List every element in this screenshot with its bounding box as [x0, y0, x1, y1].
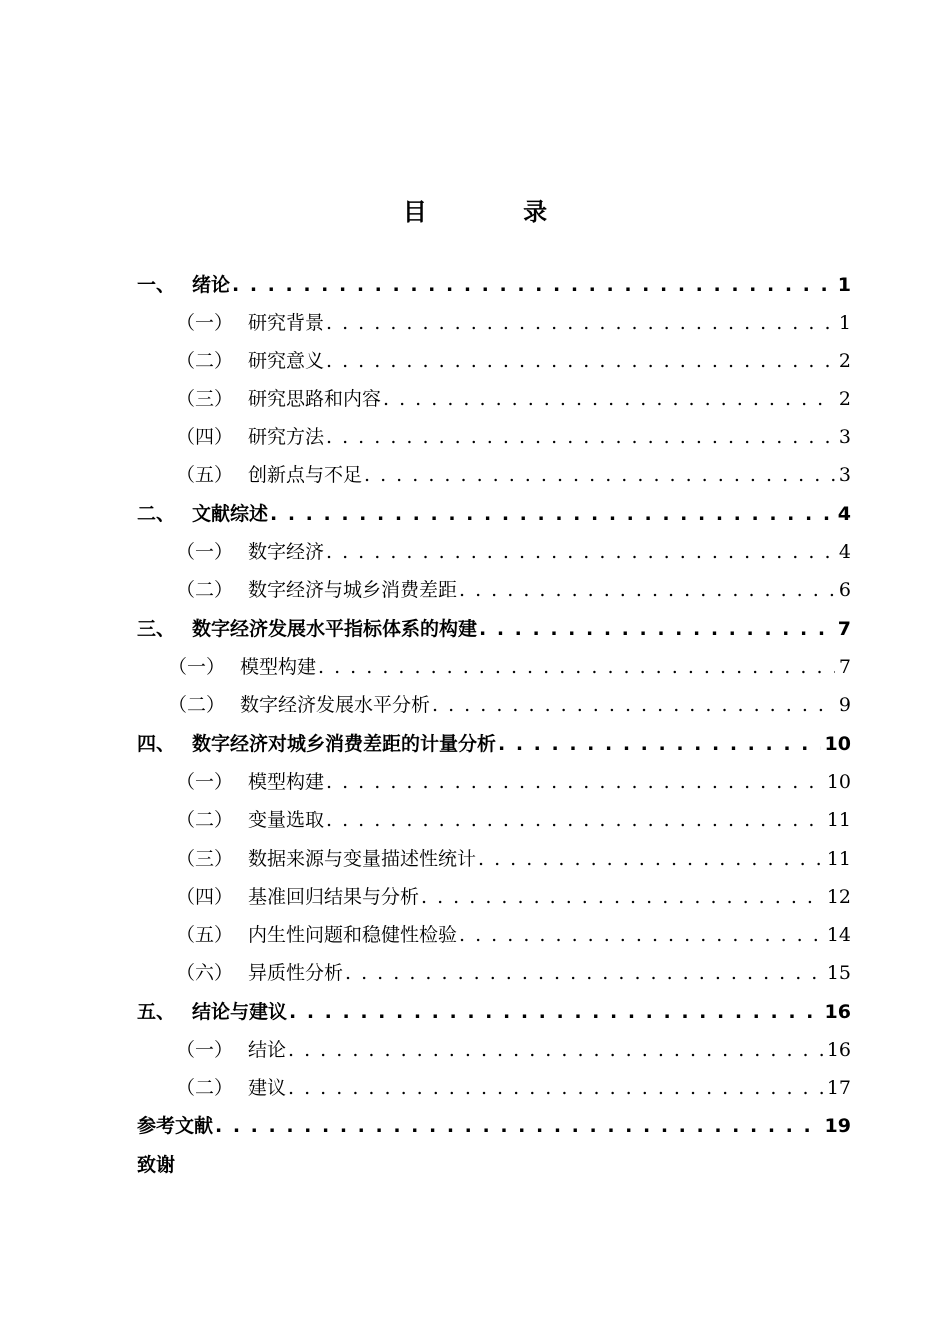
toc-number: （六） [176, 962, 234, 984]
toc-number: （一） [176, 1039, 234, 1061]
toc-number: （三） [176, 388, 234, 410]
toc-entry[interactable] [168, 652, 851, 682]
toc-page: 10 [826, 771, 851, 793]
toc-label: 内生性问题和稳健性检验 [248, 924, 458, 946]
toc-number: （四） [176, 886, 234, 908]
toc-entry[interactable] [176, 460, 851, 490]
dot-leader [326, 537, 835, 567]
toc-label: 异质性分析 [248, 962, 344, 984]
toc-entry[interactable] [176, 805, 851, 835]
dot-leader [288, 1073, 823, 1103]
toc-label: 数字经济发展水平分析 [240, 694, 431, 716]
toc-entry[interactable] [137, 729, 851, 759]
toc-number: （一） [176, 312, 234, 334]
toc-label: 参考文献 [137, 1115, 214, 1137]
dot-leader [421, 882, 823, 912]
toc-entry[interactable] [176, 767, 851, 797]
dot-leader [270, 499, 834, 529]
toc-page: 9 [838, 694, 851, 716]
toc-entry[interactable] [176, 537, 851, 567]
toc-entry[interactable] [176, 346, 851, 376]
toc-entry[interactable] [176, 575, 851, 605]
toc-number: （二） [176, 1077, 234, 1099]
toc-label: 数字经济 [248, 541, 325, 563]
toc-label: 致谢 [137, 1154, 176, 1176]
toc-label: 文献综述 [192, 503, 269, 525]
toc-entry[interactable] [176, 422, 851, 452]
dot-leader [326, 308, 835, 338]
toc-page: 19 [824, 1115, 851, 1137]
toc-label: 基准回归结果与分析 [248, 886, 420, 908]
dot-leader [232, 270, 834, 300]
toc-label: 模型构建 [248, 771, 325, 793]
dot-leader [326, 767, 823, 797]
toc-page: 15 [826, 962, 851, 984]
toc-number: （三） [176, 848, 234, 870]
dot-leader [459, 575, 835, 605]
dot-leader [326, 805, 823, 835]
toc-page: 14 [826, 924, 851, 946]
toc-page: 11 [826, 809, 851, 831]
dot-leader [345, 958, 823, 988]
toc-number: （二） [176, 350, 234, 372]
toc-page: 12 [826, 886, 851, 908]
toc-number: （一） [168, 656, 226, 678]
dot-leader [498, 729, 821, 759]
toc-number: （五） [176, 924, 234, 946]
toc-page: 16 [826, 1039, 851, 1061]
toc-entry[interactable] [137, 1111, 851, 1141]
toc-label: 数据来源与变量描述性统计 [248, 848, 477, 870]
toc-label: 模型构建 [240, 656, 317, 678]
toc-entry[interactable] [176, 958, 851, 988]
toc-entry[interactable] [176, 920, 851, 950]
toc-number: （二） [176, 809, 234, 831]
toc-page: 7 [838, 656, 851, 678]
toc-number: 四、 [137, 733, 176, 755]
toc-label: 结论 [248, 1039, 287, 1061]
toc-page: 6 [838, 579, 851, 601]
toc-entry[interactable] [176, 1035, 851, 1065]
toc-label: 研究思路和内容 [248, 388, 382, 410]
toc-label: 研究意义 [248, 350, 325, 372]
dot-leader [326, 346, 835, 376]
toc-entry[interactable] [168, 690, 851, 720]
toc-page: 16 [824, 1001, 851, 1023]
toc-label: 数字经济与城乡消费差距 [248, 579, 458, 601]
toc-entry[interactable] [137, 997, 851, 1027]
dot-leader [432, 690, 835, 720]
toc-number: 五、 [137, 1001, 176, 1023]
toc-page: 17 [826, 1077, 851, 1099]
toc-label: 建议 [248, 1077, 287, 1099]
dot-leader [478, 844, 823, 874]
dot-leader [479, 614, 834, 644]
toc-page: 4 [837, 503, 851, 525]
toc-entry[interactable] [176, 384, 851, 414]
toc-label: 绪论 [192, 274, 231, 296]
toc-label: 研究背景 [248, 312, 325, 334]
toc-page: 11 [826, 848, 851, 870]
toc-number: （二） [168, 694, 226, 716]
dot-leader [318, 652, 835, 682]
toc-number: （一） [176, 771, 234, 793]
dot-leader [288, 1035, 823, 1065]
toc-page: 2 [838, 388, 851, 410]
toc-page: 1 [837, 274, 851, 296]
dot-leader [215, 1111, 821, 1141]
toc-number: 二、 [137, 503, 176, 525]
dot-leader [383, 384, 835, 414]
toc-page: 3 [838, 464, 851, 486]
toc-entry[interactable] [176, 308, 851, 338]
toc-entry[interactable] [137, 499, 851, 529]
toc-title: 目 录 [402, 198, 592, 226]
toc-page: 1 [838, 312, 851, 334]
toc-page: 2 [838, 350, 851, 372]
toc-label: 变量选取 [248, 809, 325, 831]
toc-entry[interactable] [176, 882, 851, 912]
toc-number: （一） [176, 541, 234, 563]
toc-entry[interactable] [176, 1073, 851, 1103]
toc-number: 一、 [137, 274, 176, 296]
toc-label: 结论与建议 [192, 1001, 288, 1023]
toc-page: 10 [824, 733, 851, 755]
dot-leader [459, 920, 823, 950]
toc-entry[interactable] [176, 844, 851, 874]
toc-label: 数字经济发展水平指标体系的构建 [192, 618, 478, 640]
toc-number: 三、 [137, 618, 176, 640]
toc-entry[interactable] [137, 614, 851, 644]
toc-number: （四） [176, 426, 234, 448]
dot-leader [289, 997, 821, 1027]
toc-label: 创新点与不足 [248, 464, 363, 486]
toc-page: 4 [838, 541, 851, 563]
toc-page: 3 [838, 426, 851, 448]
toc-number: （五） [176, 464, 234, 486]
toc-number: （二） [176, 579, 234, 601]
dot-leader [364, 460, 835, 490]
toc-page: 7 [837, 618, 851, 640]
toc-entry[interactable] [137, 270, 851, 300]
dot-leader [326, 422, 835, 452]
toc-label: 研究方法 [248, 426, 325, 448]
toc-entry[interactable] [137, 1150, 851, 1180]
toc-label: 数字经济对城乡消费差距的计量分析 [192, 733, 497, 755]
